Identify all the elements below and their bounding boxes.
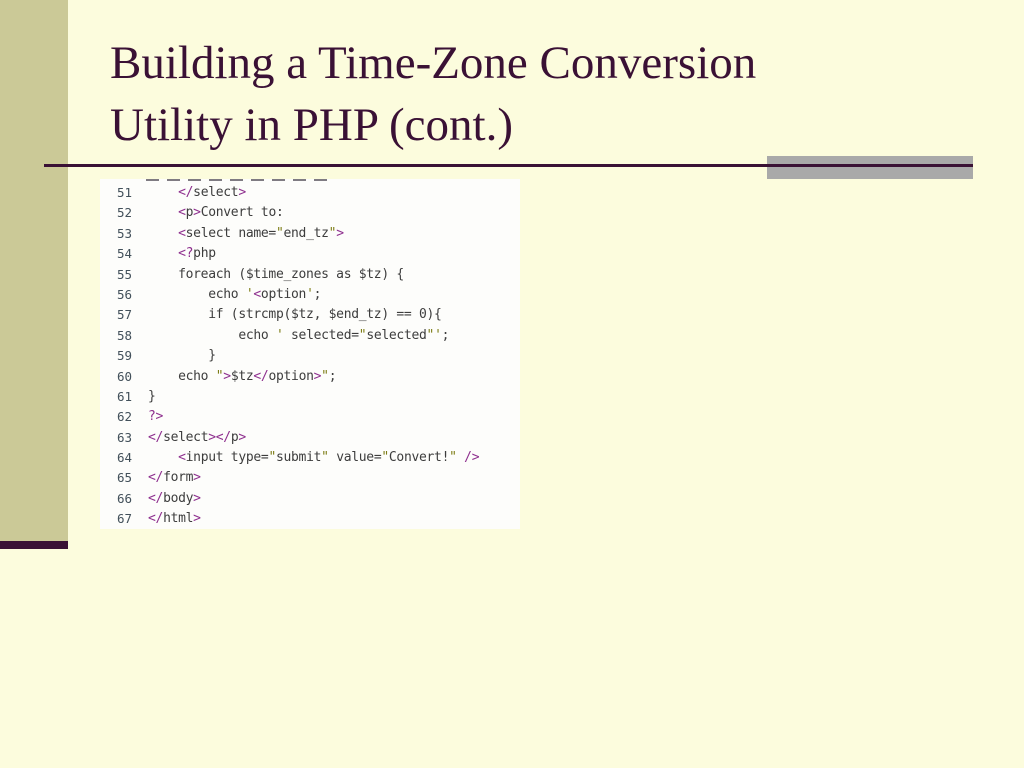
code-line: [100, 326, 520, 346]
title-rule: [44, 164, 973, 167]
code-text: if (strcmp($tz, $end_tz) == 0){: [148, 307, 442, 323]
line-number: 53: [117, 225, 133, 241]
code-text: }: [148, 388, 156, 404]
line-number: 57: [117, 307, 133, 323]
code-line: [100, 367, 520, 387]
code-line: [100, 346, 520, 366]
line-number: 67: [117, 511, 133, 527]
code-text: </body>: [148, 490, 201, 506]
code-line: [100, 428, 520, 448]
code-line: [100, 305, 520, 325]
line-number: 60: [117, 368, 133, 384]
line-number: 54: [117, 246, 133, 262]
code-line: [100, 285, 520, 305]
code-lines-container: [100, 183, 520, 530]
code-text: <select name="end_tz">: [178, 225, 344, 241]
code-text: <?php: [178, 246, 216, 262]
code-text: </select></p>: [148, 429, 246, 445]
code-text: foreach ($time_zones as $tz) {: [148, 266, 404, 282]
code-line: [100, 407, 520, 427]
code-line: [100, 448, 520, 468]
line-number: 51: [117, 185, 133, 200]
code-text: echo ">$tz</option>";: [148, 368, 337, 384]
code-text: echo ' selected="selected"';: [148, 327, 450, 343]
slide-title-line2: Utility in PHP (cont.): [110, 99, 513, 151]
sidebar-accent-bar: [0, 0, 68, 541]
code-line: [100, 224, 520, 244]
code-text: </select>: [178, 185, 246, 200]
line-number: 61: [117, 388, 133, 404]
code-text: }: [148, 348, 216, 364]
code-line: [100, 244, 520, 264]
code-line: [100, 265, 520, 285]
line-number: 56: [117, 286, 133, 302]
code-line: [100, 489, 520, 509]
code-line: [100, 183, 520, 203]
slide-title-line1: Building a Time-Zone Conversion: [110, 37, 757, 89]
line-number: 52: [117, 205, 133, 221]
code-text: </form>: [148, 470, 201, 486]
title-rule-gray-block: [767, 156, 973, 179]
slide-title: [110, 32, 910, 156]
code-line: [100, 509, 520, 529]
code-text: <p>Convert to:: [178, 205, 284, 221]
code-text: ?>: [148, 409, 164, 425]
line-number: 55: [117, 266, 133, 282]
sidebar-footer-bar: [0, 541, 68, 549]
line-number: 64: [117, 450, 133, 466]
code-text: <input type="submit" value="Convert!" />: [178, 450, 480, 466]
code-line: [100, 468, 520, 488]
line-number: 58: [117, 327, 133, 343]
line-number: 66: [117, 490, 133, 506]
code-text: </html>: [148, 511, 201, 527]
code-text: echo '<option';: [148, 286, 322, 302]
line-number: 62: [117, 409, 133, 425]
line-number: 65: [117, 470, 133, 486]
line-number: 63: [117, 429, 133, 445]
code-line: [100, 387, 520, 407]
code-screenshot-panel: [100, 179, 520, 529]
code-line: [100, 203, 520, 223]
line-number: 59: [117, 348, 133, 364]
clipped-code-top-edge: [146, 179, 334, 181]
